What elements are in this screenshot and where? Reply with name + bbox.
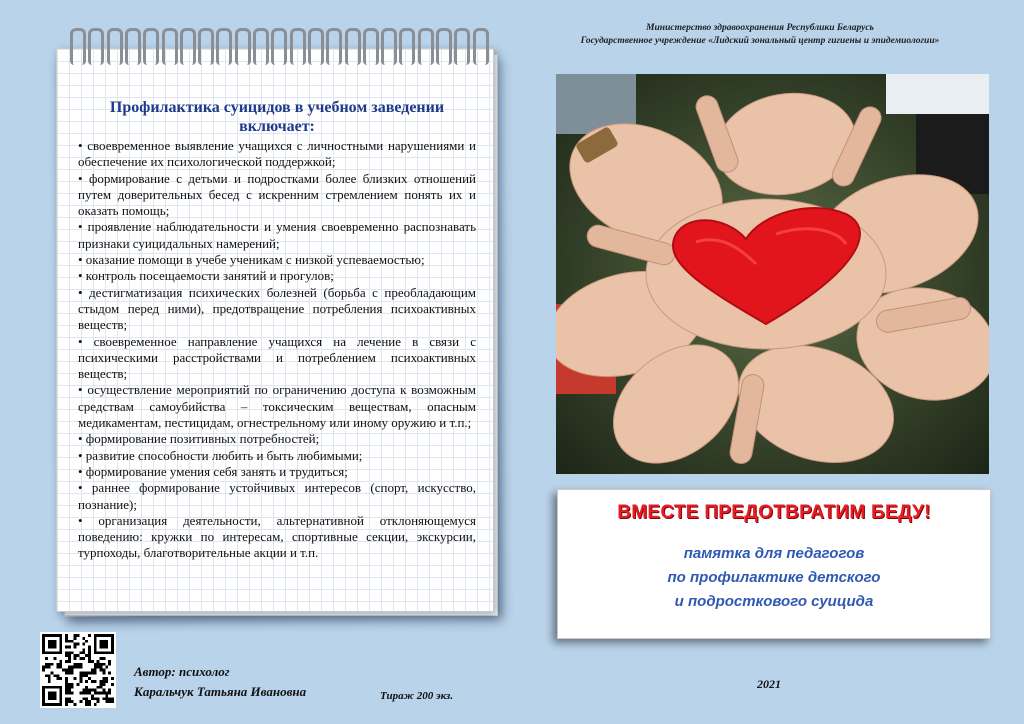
list-item: • контроль посещаемости занятий и прогулов;	[78, 268, 334, 284]
spiral-ring	[454, 28, 470, 65]
spiral-binding-icon	[70, 28, 490, 68]
spiral-ring	[399, 28, 415, 65]
subtitle-line: и подросткового суицида	[674, 593, 874, 610]
banner-subtitle	[558, 542, 990, 614]
title-banner	[557, 489, 991, 639]
spiral-ring	[363, 28, 379, 65]
subtitle-line: по профилактике детского	[667, 569, 881, 586]
spiral-ring	[235, 28, 251, 65]
spiral-ring	[308, 28, 324, 65]
spiral-ring	[253, 28, 269, 65]
spiral-ring	[326, 28, 342, 65]
spiral-ring	[180, 28, 196, 65]
spiral-ring	[143, 28, 159, 65]
list-item: • формирование умения себя занять и трудиться;	[78, 463, 348, 479]
qr-code-icon	[40, 632, 116, 708]
list-item: • проявление наблюдательности и умения своевременно распознавать признаки суицидальных намерений;	[78, 219, 476, 251]
author-label: Автор: психолог	[134, 664, 230, 679]
spiral-ring	[436, 28, 452, 65]
list-item: • осуществление мероприятий по ограничению доступа к возможным средствам самоубийства – токсическим веществам, опасным медикаментам, пестицидам, огнестрельному или иному оружию и т.п.;	[78, 382, 476, 431]
qr-code-graphic	[42, 634, 114, 706]
spiral-ring	[473, 28, 489, 65]
publisher-header	[540, 22, 980, 48]
hands-heart-photo	[556, 74, 989, 474]
list-item: • раннее формирование устойчивых интересов (спорт, искусство, познание);	[78, 480, 476, 512]
hands-heart-illustration	[556, 74, 989, 474]
spiral-ring	[125, 28, 141, 65]
spiral-ring	[70, 28, 86, 65]
author-block	[134, 662, 306, 702]
publication-year: 2021	[757, 677, 781, 691]
list-item: • развитие способности любить и быть любимыми;	[78, 447, 363, 463]
list-item: • формирование с детьми и подростками более близких отношений путем доверительных бесед с искренним стремлением понять их и оказать помощь;	[78, 170, 476, 219]
list-item: • организация деятельности, альтернативной отклоняющемуся поведению: кружки по интересам, спортивные секции, экскурсии, турпоходы, благотворительные акции и т.п.	[78, 512, 476, 561]
spiral-ring	[381, 28, 397, 65]
institution-text: Государственное учреждение «Лидский зональный центр гигиены и эпидемиологии»	[580, 36, 940, 46]
prevention-list	[78, 138, 476, 562]
list-item: • формирование позитивных потребностей;	[78, 431, 320, 447]
spiral-ring	[418, 28, 434, 65]
spiral-ring	[162, 28, 178, 65]
spiral-ring	[88, 28, 104, 65]
notepad-content	[78, 98, 476, 562]
spiral-ring	[271, 28, 287, 65]
print-run: Тираж 200 экз.	[380, 690, 454, 702]
subtitle-line: памятка для педагогов	[683, 545, 865, 562]
ministry-text: Министерство здравоохранения Республики Беларусь	[646, 23, 874, 33]
banner-title: ВМЕСТЕ ПРЕДОТВРАТИМ БЕДУ!	[617, 502, 931, 523]
notepad-title: Профилактика суицидов в учебном заведении включает:	[109, 99, 445, 135]
spiral-ring	[345, 28, 361, 65]
spiral-ring	[198, 28, 214, 65]
author-name: Каральчук Татьяна Ивановна	[134, 684, 307, 699]
list-item: • своевременное выявление учащихся с личностными нарушениями и обеспечение их психологической поддержкой;	[78, 138, 476, 170]
spiral-ring	[290, 28, 306, 65]
spiral-ring	[107, 28, 123, 65]
list-item: • дестигматизация психических болезней (борьба с преобладающим стыдом перед ними), предотвращение потребления психоактивных веществ;	[78, 284, 476, 333]
list-item: • своевременное направление учащихся на лечение в связи с психическими расстройствами и потреблением психоактивных веществ;	[78, 333, 476, 382]
list-item: • оказание помощи в учебе ученикам с низкой успеваемостью;	[78, 252, 425, 268]
spiral-ring	[216, 28, 232, 65]
